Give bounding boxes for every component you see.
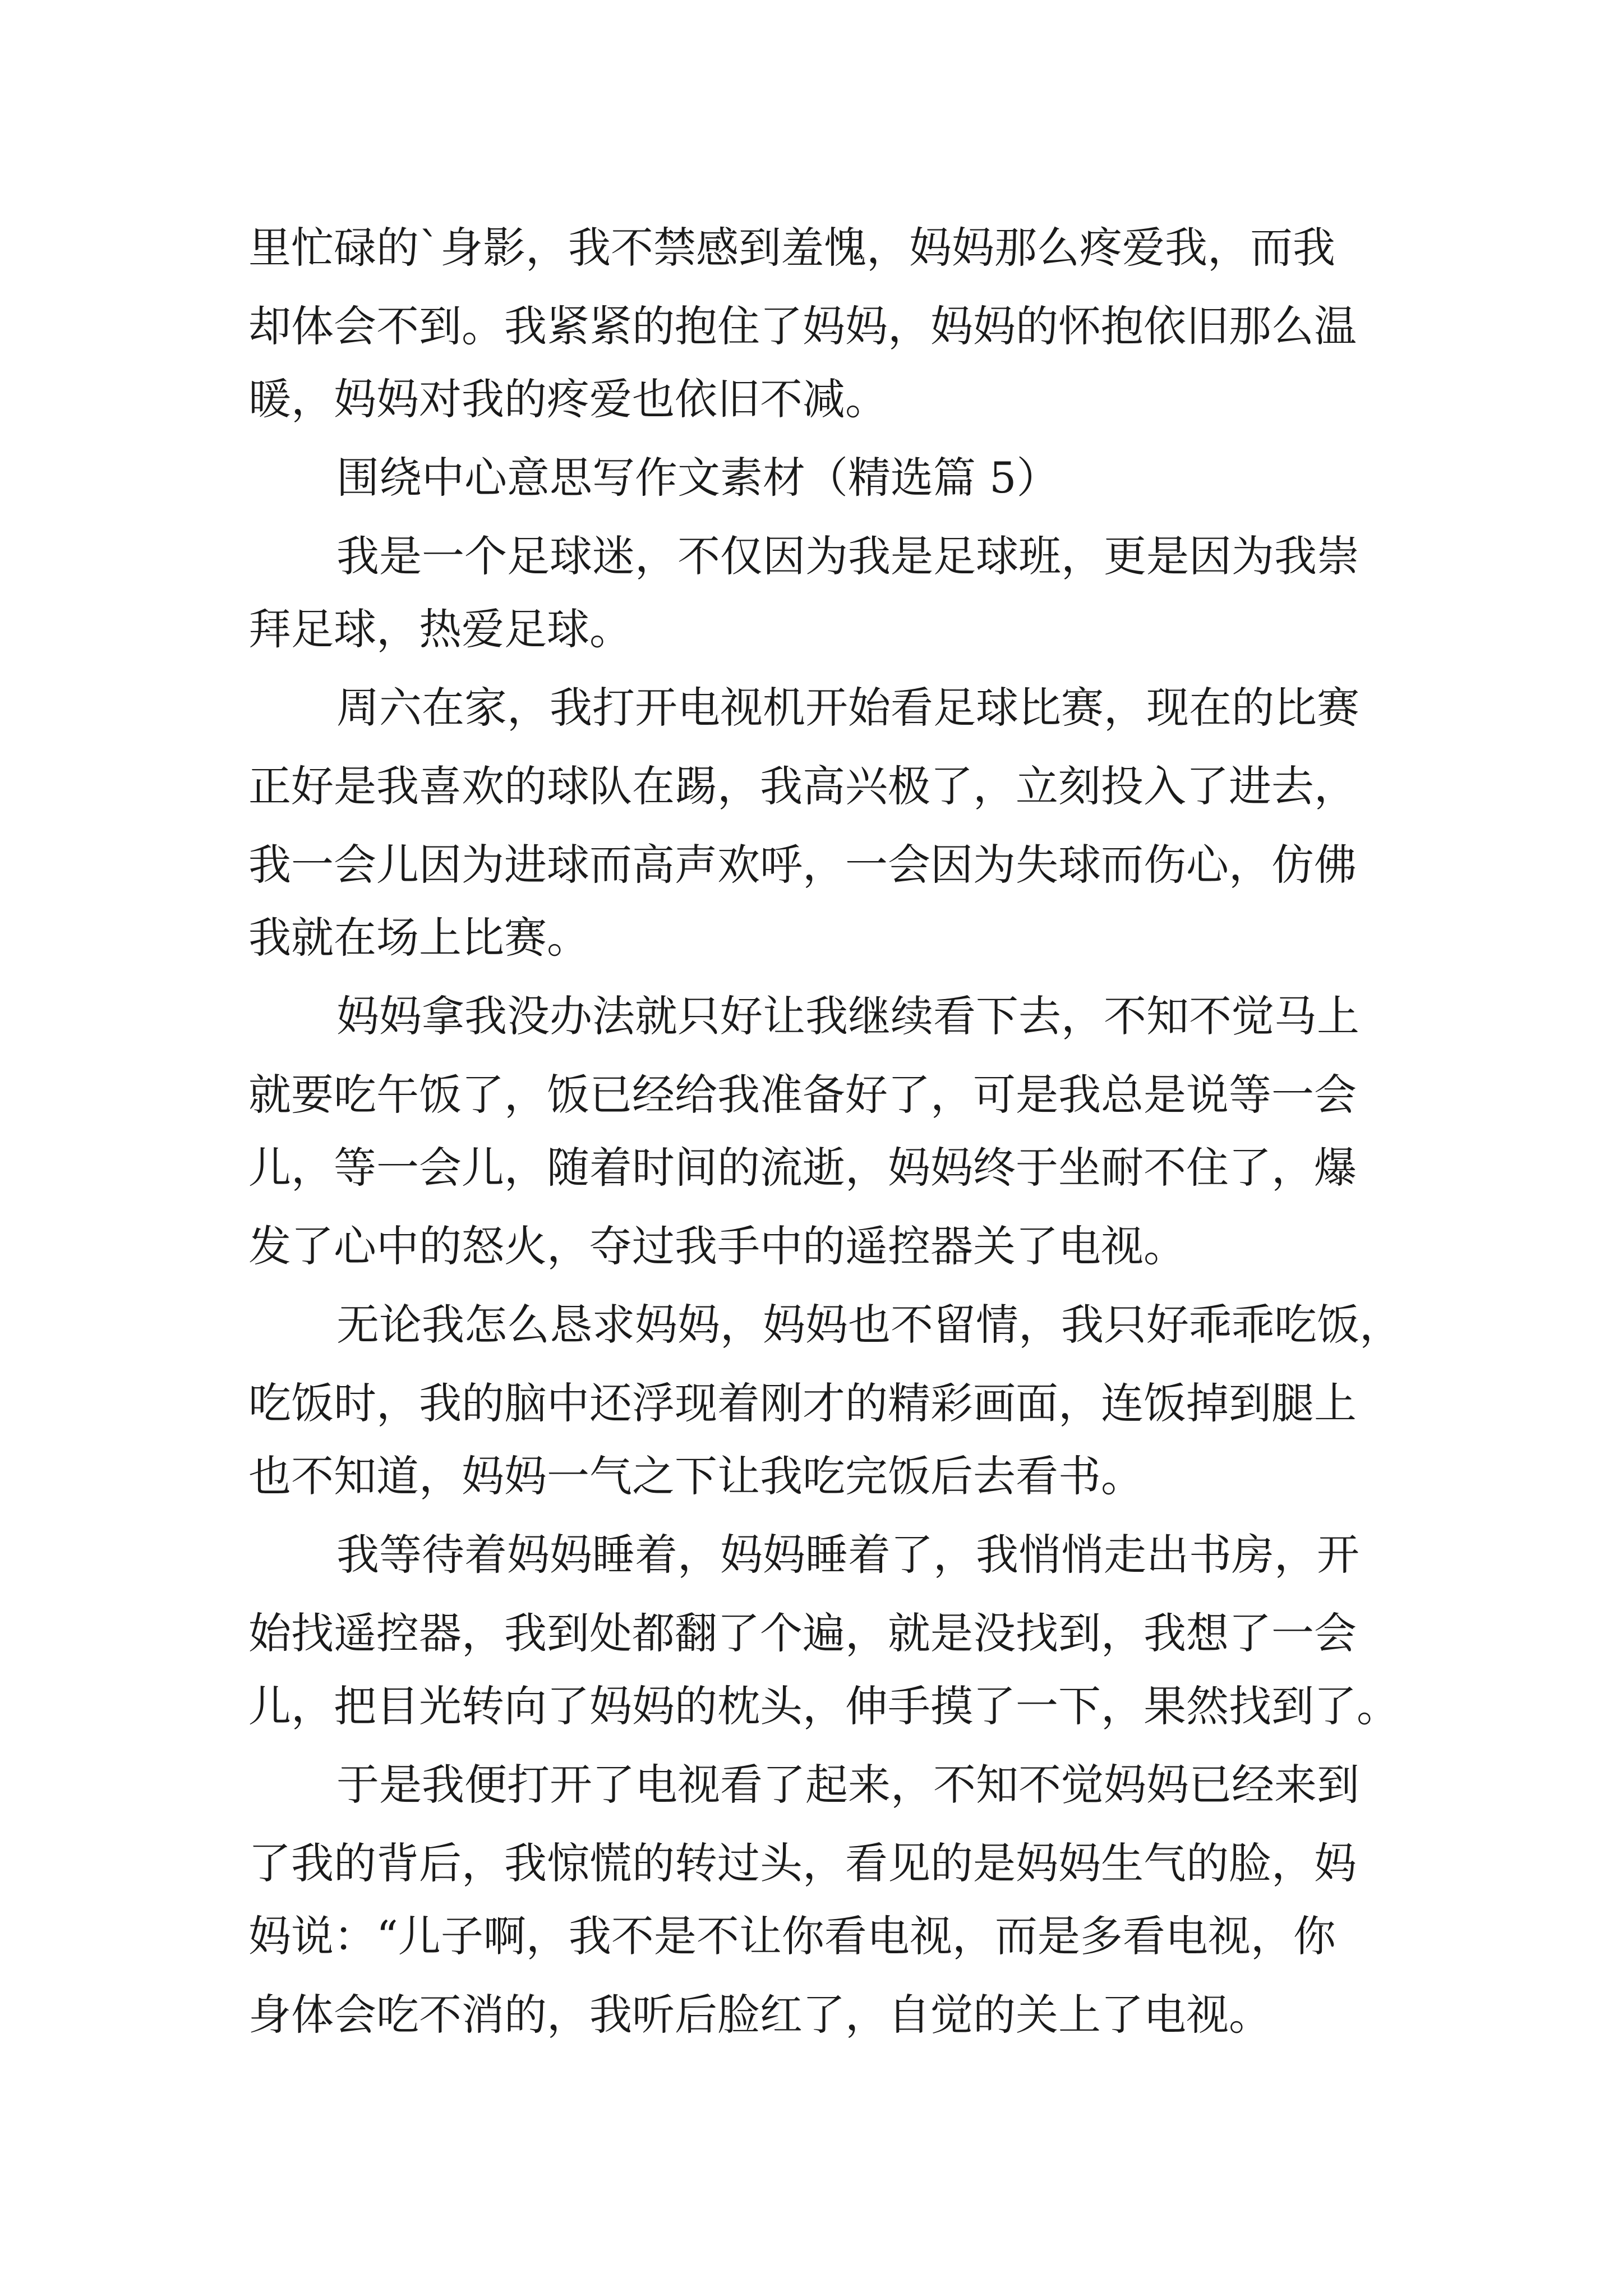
text-line: 吃饭时，我的脑中还浮现着刚才的精彩画面，连饭掉到腿上 xyxy=(248,1378,1357,1428)
text-line: 我就在场上比赛。 xyxy=(248,913,589,963)
text-line: 拜足球，热爱足球。 xyxy=(248,604,632,654)
text-line: 发了心中的怒火，夺过我手中的遥控器关了电视。 xyxy=(248,1221,1186,1271)
text-line: 却体会不到。我紧紧的抱住了妈妈，妈妈的怀抱依旧那么温 xyxy=(248,301,1357,351)
text-line: 儿，等一会儿，随着时间的流逝，妈妈终于坐耐不住了，爆 xyxy=(248,1143,1357,1193)
text-line: 妈说：“儿子啊，我不是不让你看电视，而是多看电视，你 xyxy=(248,1911,1336,1961)
text-line: 暖，妈妈对我的疼爱也依旧不减。 xyxy=(248,374,888,424)
text-line: 儿，把目光转向了妈妈的枕头，伸手摸了一下，果然找到了。 xyxy=(248,1681,1399,1731)
section-heading: 围绕中心意思写作文素材（精选篇 5） xyxy=(336,453,1059,503)
text-line: 于是我便打开了电视看了起来，不知不觉妈妈已经来到 xyxy=(336,1760,1359,1810)
text-line: 就要吃午饭了，饭已经给我准备好了，可是我总是说等一会 xyxy=(248,1070,1357,1120)
text-line: 我一会儿因为进球而高声欢呼，一会因为失球而伤心，仿佛 xyxy=(248,840,1357,890)
text-line: 我是一个足球迷，不仅因为我是足球班，更是因为我崇 xyxy=(336,531,1359,581)
text-line: 正好是我喜欢的球队在踢，我高兴极了，立刻投入了进去， xyxy=(248,761,1357,811)
text-line: 始找遥控器，我到处都翻了个遍，就是没找到，我想了一会 xyxy=(248,1608,1357,1658)
text-line: 了我的背后，我惊慌的转过头，看见的是妈妈生气的脸，妈 xyxy=(248,1838,1357,1888)
text-line: 无论我怎么恳求妈妈，妈妈也不留情，我只好乖乖吃饭， xyxy=(336,1300,1402,1350)
text-line: 妈妈拿我没办法就只好让我继续看下去，不知不觉马上 xyxy=(336,991,1359,1041)
text-line: 身体会吃不消的，我听后脸红了，自觉的关上了电视。 xyxy=(248,1990,1271,2040)
text-line: 也不知道，妈妈一气之下让我吃完饭后去看书。 xyxy=(248,1451,1144,1501)
text-line: 里忙碌的`身影，我不禁感到羞愧，妈妈那么疼爱我，而我 xyxy=(248,223,1335,273)
text-line: 周六在家，我打开电视机开始看足球比赛，现在的比赛 xyxy=(336,683,1359,733)
text-line: 我等待着妈妈睡着，妈妈睡着了，我悄悄走出书房，开 xyxy=(336,1530,1359,1580)
